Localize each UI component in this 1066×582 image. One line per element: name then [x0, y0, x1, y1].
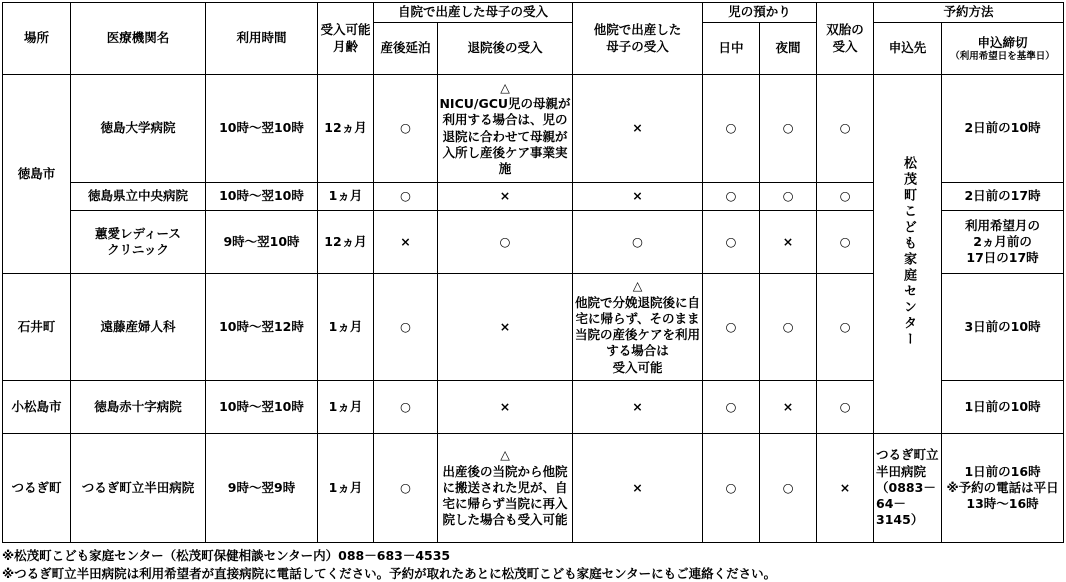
day-cell: ○ — [703, 274, 760, 381]
table-row — [3, 75, 1064, 183]
institution-cell: 遠藤産婦人科 — [71, 274, 206, 381]
apply-center-cell — [874, 75, 942, 434]
deadline-cell: 1日前の10時 — [942, 381, 1064, 434]
other-hospital-cell: × — [573, 183, 703, 211]
header-institution: 医療機関名 — [71, 3, 206, 75]
night-cell: × — [760, 211, 817, 274]
footnote-center-phone: ※松茂町こども家庭センター（松茂町保健相談センター内）088－683－4535 — [2, 548, 451, 563]
postpartum-stay-cell: ○ — [374, 75, 438, 183]
deadline-cell: 利用希望月の 2ヵ月前の 17日の17時 — [942, 211, 1064, 274]
night-cell: ○ — [760, 274, 817, 381]
apply-center-text: 松茂町こども家庭センター — [900, 155, 916, 348]
postpartum-stay-cell: ○ — [374, 381, 438, 434]
night-cell: × — [760, 381, 817, 434]
after-discharge-cell: △ 出産後の当院から他院に搬送された児が、自宅に帰らず当院に再入院した場合も受入可能 — [438, 434, 573, 543]
other-hospital-cell: △ 他院で分娩退院後に自宅に帰らず、そのまま当院の産後ケアを利用する場合は 受入可能 — [573, 274, 703, 381]
deadline-cell: 2日前の17時 — [942, 183, 1064, 211]
header-reservation: 予約方法 — [874, 3, 1064, 23]
other-hospital-cell: × — [573, 434, 703, 543]
age-cell: 1ヵ月 — [318, 183, 374, 211]
place-cell: 石井町 — [3, 274, 71, 381]
age-cell: 1ヵ月 — [318, 381, 374, 434]
deadline-note: （利用希望日を基準日） — [950, 50, 1055, 62]
place-cell: 徳島市 — [3, 75, 71, 274]
twins-cell: ○ — [817, 274, 874, 381]
day-cell: ○ — [703, 211, 760, 274]
day-cell: ○ — [703, 183, 760, 211]
header-place: 場所 — [3, 3, 71, 75]
header-apply-to: 申込先 — [874, 23, 942, 75]
postpartum-stay-cell: ○ — [374, 274, 438, 381]
header-after-discharge: 退院後の受入 — [438, 23, 573, 75]
table-row — [3, 434, 1064, 543]
header-own-hospital: 自院で出産した母子の受入 — [374, 3, 573, 23]
postpartum-stay-cell: ○ — [374, 183, 438, 211]
footnote-handa-hospital: ※つるぎ町立半田病院は利用希望者が直接病院に電話してください。予約が取れたあとに松茂町こども家庭センターにもご連絡ください。 — [2, 566, 777, 581]
night-cell: ○ — [760, 183, 817, 211]
deadline-cell: 3日前の10時 — [942, 274, 1064, 381]
age-cell: 12ヵ月 — [318, 211, 374, 274]
after-discharge-cell: ○ — [438, 211, 573, 274]
hours-cell: 10時～翌10時 — [206, 381, 318, 434]
hours-cell: 10時～翌12時 — [206, 274, 318, 381]
header-night: 夜間 — [760, 23, 817, 75]
header-day: 日中 — [703, 23, 760, 75]
twins-cell: × — [817, 434, 874, 543]
age-cell: 1ヵ月 — [318, 434, 374, 543]
postpartum-stay-cell: ○ — [374, 434, 438, 543]
institution-cell: 蕙愛レディース クリニック — [71, 211, 206, 274]
deadline-label: 申込締切 — [977, 34, 1028, 50]
header-twins: 双胎の 受入 — [817, 3, 874, 75]
header-hours: 利用時間 — [206, 3, 318, 75]
header-age: 受入可能 月齢 — [318, 3, 374, 75]
institution-cell: 徳島県立中央病院 — [71, 183, 206, 211]
deadline-cell: 1日前の16時 ※予約の電話は平日13時～16時 — [942, 434, 1064, 543]
header-postpartum-stay: 産後延泊 — [374, 23, 438, 75]
night-cell: ○ — [760, 75, 817, 183]
header-other-hospital: 他院で出産した 母子の受入 — [573, 3, 703, 75]
twins-cell: ○ — [817, 183, 874, 211]
hours-cell: 9時～翌9時 — [206, 434, 318, 543]
after-discharge-cell: × — [438, 274, 573, 381]
hours-cell: 10時～翌10時 — [206, 75, 318, 183]
place-cell: つるぎ町 — [3, 434, 71, 543]
age-cell: 12ヵ月 — [318, 75, 374, 183]
day-cell: ○ — [703, 434, 760, 543]
after-discharge-cell: △ NICU/GCU児の母親が利用する場合は、児の退院に合わせて母親が入所し産後ケア事業実施 — [438, 75, 573, 183]
header-deadline — [942, 23, 1064, 75]
night-cell: ○ — [760, 434, 817, 543]
apply-to-cell: つるぎ町立半田病院 （0883－64－3145） — [874, 434, 942, 543]
other-hospital-cell: × — [573, 381, 703, 434]
twins-cell: ○ — [817, 381, 874, 434]
twins-cell: ○ — [817, 75, 874, 183]
hours-cell: 10時～翌10時 — [206, 183, 318, 211]
day-cell: ○ — [703, 381, 760, 434]
after-discharge-cell: × — [438, 183, 573, 211]
twins-cell: ○ — [817, 211, 874, 274]
day-cell: ○ — [703, 75, 760, 183]
after-discharge-cell: × — [438, 381, 573, 434]
header-child-care: 児の預かり — [703, 3, 817, 23]
postpartum-stay-cell: × — [374, 211, 438, 274]
deadline-cell: 2日前の10時 — [942, 75, 1064, 183]
hours-cell: 9時～翌10時 — [206, 211, 318, 274]
institution-cell: 徳島大学病院 — [71, 75, 206, 183]
institution-cell: 徳島赤十字病院 — [71, 381, 206, 434]
other-hospital-cell: × — [573, 75, 703, 183]
institution-cell: つるぎ町立半田病院 — [71, 434, 206, 543]
age-cell: 1ヵ月 — [318, 274, 374, 381]
place-cell: 小松島市 — [3, 381, 71, 434]
postpartum-care-table — [2, 2, 1064, 543]
other-hospital-cell: ○ — [573, 211, 703, 274]
